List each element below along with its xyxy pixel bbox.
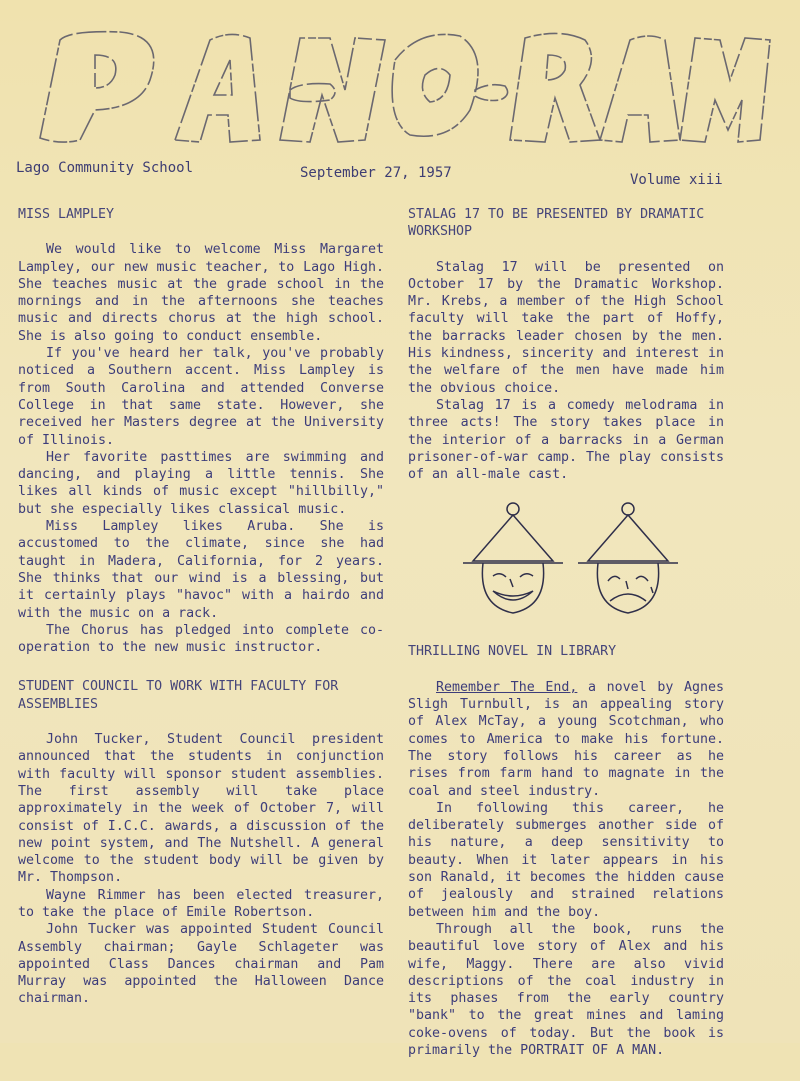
article-heading: STUDENT COUNCIL TO WORK WITH FACULTY FOR ASSEMBLIES [18,679,339,712]
book-title: Remember The End, [436,679,578,695]
article-paragraph: In following this career, he deliberately submerges another side of his nature, a deep sensitivity to beauty. When it later appears in his son Ranald, it becomes the hidden cause of jealously and strained relations between him and the boy. [408,800,724,920]
article-paragraph: Miss Lampley likes Aruba. She is accustomed to the climate, since she had taught in Madera, California, for 2 years. She thinks that our wind is a blessing, but it certainly plays "havoc" with a hairdo and with the music on a rack. [18,519,384,621]
article-paragraph: Stalag 17 is a comedy melodrama in three acts! The story takes place in the interior of a barracks in a German prisoner-of-war camp. The play consists of an all-male cast. [408,397,724,483]
masthead-logo [0,0,800,160]
article-intro-text: a novel by Agnes Sligh Turnbull, is an appealing story of Alex McTay, a young Scotchman, who comes to America to make his fortune. The story follows his career as he rises from farm hand to magnate in the coal and steel industry. [408,679,725,799]
volume-number: Volume xiii [630,172,723,188]
tragedy-mask-icon [578,503,678,613]
article-paragraph: John Tucker, Student Council president announced that the students in conjunction with faculty will sponsor student assemblies. The first assembly will take place approximately in the week of October 7, will consist of I.C.C. awards, a discussion of the new point system, and The Nutshell. A general welcome to the student body will be given by Mr. Thompson. [18,732,384,886]
right-column [408,206,724,1081]
article-heading: THRILLING NOVEL IN LIBRARY [408,644,617,660]
article-miss-lampley [18,206,384,656]
article-paragraph: The Chorus has pledged into complete co-operation to the new music instructor. [18,622,384,656]
issue-date: September 27, 1957 [300,165,452,181]
article-paragraph: Wayne Rimmer has been elected treasurer, to take the place of Emile Robertson. [18,887,384,920]
drama-masks-illustration [458,501,718,621]
article-paragraph: John Tucker was appointed Student Council Assembly chairman; Gayle Schlageter was appointed Class Dances chairman and Pam Murray was appointed the Halloween Dance chairman. [18,922,384,1007]
article-heading: MISS LAMPLEY [18,207,115,222]
masthead [0,0,800,160]
article-thrilling-novel [408,643,724,1059]
article-paragraph: If you've heard her talk, you've probably noticed a Southern accent. Miss Lampley is from South Carolina and attended Converse College in that same state. However, she received her Masters degree at the University of Illinois. [18,346,384,448]
comedy-mask-icon [463,503,563,613]
article-paragraph: Her favorite pasttimes are swimming and dancing, and playing a little tennis. She likes all kinds of music except "hillbilly," but she especially likes classical music. [18,449,384,517]
article-paragraph: Through all the book, runs the beautiful love story of Alex and his wife, Maggy. There are also vivid descriptions of the coal industry in its phases from the early country "bank" to the great mines and laming coke-ovens of today. But the book is primarily the PORTRAIT OF A MAN. [408,921,724,1058]
left-column [18,206,384,1030]
article-paragraph: Stalag 17 will be presented on October 17 by the Dramatic Workshop. Mr. Krebs, a member of the High School faculty will take the part of Hoffy, the barracks leader chosen by the men. His kindness, sincerity and interest in the welfare of the men have made him the obvious choice. [408,259,724,396]
article-heading: STALAG 17 TO BE PRESENTED BY DRAMATIC WORKSHOP [408,207,705,240]
article-stalag-17 [408,206,724,483]
school-name: Lago Community School [16,160,194,176]
article-paragraph: We would like to welcome Miss Margaret Lampley, our new music teacher, to Lago High. She teaches music at the grade school in the mornings and in the afternoons she teaches music and directs chorus at the high school. She is also going to conduct ensemble. [18,242,384,344]
article-paragraph [408,679,724,800]
article-student-council [18,678,384,1007]
